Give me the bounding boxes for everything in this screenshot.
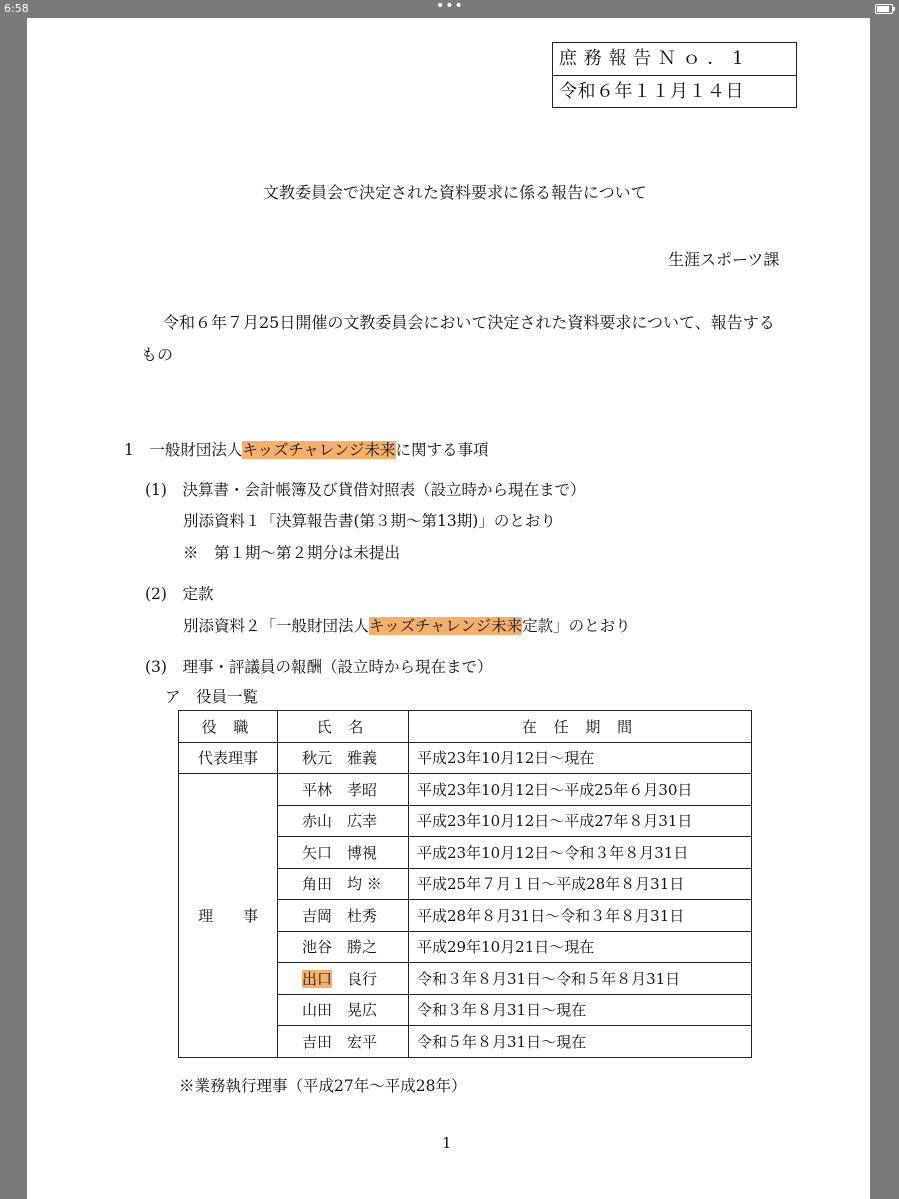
name-cell: 矢口 博視 bbox=[278, 837, 409, 869]
name-cell: 出口 良行 bbox=[278, 963, 409, 995]
role-cell: 代表理事 bbox=[179, 742, 278, 774]
report-date: 令和６年１１月１４日 bbox=[559, 81, 744, 102]
intro-line-1: 令和６年７月25日開催の文教委員会において決定された資料要求について、報告する bbox=[163, 313, 775, 332]
status-time: 6:58 bbox=[4, 2, 29, 15]
name-cell: 平林 孝昭 bbox=[278, 774, 409, 806]
period-cell: 令和３年８月31日～令和５年８月31日 bbox=[409, 963, 752, 995]
page-number: 1 bbox=[442, 1134, 452, 1152]
document-page bbox=[27, 18, 870, 1199]
item-3-subtitle: ア 役員一覧 bbox=[165, 688, 259, 706]
footnote: ※業務執行理事（平成27年～平成28年） bbox=[179, 1077, 467, 1095]
period-cell: 平成29年10月21日～現在 bbox=[409, 931, 752, 963]
report-number: 庶 務 報 告 Ｎ ｏ ． 1 bbox=[553, 43, 796, 76]
document-title: 文教委員会で決定された資料要求に係る報告について bbox=[263, 183, 647, 202]
header-name: 氏 名 bbox=[278, 711, 409, 743]
header-role: 役 職 bbox=[179, 711, 278, 743]
table-row bbox=[179, 742, 752, 774]
period-cell: 平成23年10月12日～現在 bbox=[409, 742, 752, 774]
section-1-heading: 1 一般財団法人キッズチャレンジ未来に関する事項 bbox=[124, 441, 489, 459]
status-bar bbox=[0, 0, 899, 18]
highlighted-surname: 出口 bbox=[302, 969, 333, 988]
name-cell: 吉田 宏平 bbox=[278, 1026, 409, 1058]
table-header-row bbox=[179, 711, 752, 743]
name-cell: 吉岡 杜秀 bbox=[278, 900, 409, 932]
period-cell: 平成25年７月１日～平成28年８月31日 bbox=[409, 868, 752, 900]
period-cell: 平成23年10月12日～令和３年８月31日 bbox=[409, 837, 752, 869]
department-name: 生涯スポーツ課 bbox=[668, 250, 780, 269]
name-cell: 赤山 広幸 bbox=[278, 805, 409, 837]
period-cell: 平成23年10月12日～平成25年６月30日 bbox=[409, 774, 752, 806]
battery-icon bbox=[875, 4, 893, 14]
name-cell: 角田 均 ※ bbox=[278, 868, 409, 900]
item-1-note: ※ 第１期～第２期分は未提出 bbox=[183, 544, 401, 562]
role-cell: 理 事 bbox=[179, 774, 278, 1058]
report-number-box bbox=[552, 42, 797, 108]
item-2-title: (2) 定款 bbox=[145, 585, 214, 603]
item-2-body: 別添資料２「一般財団法人キッズチャレンジ未来定款」のとおり bbox=[183, 617, 631, 635]
intro-line-2: もの bbox=[141, 345, 174, 364]
item-1-body: 別添資料１「決算報告書(第３期～第13期)」のとおり bbox=[183, 512, 556, 530]
header-period: 在 任 期 間 bbox=[409, 711, 752, 743]
item-3-title: (3) 理事・評議員の報酬（設立時から現在まで） bbox=[145, 658, 493, 676]
highlighted-org-name: キッズチャレンジ未来 bbox=[242, 441, 396, 459]
period-cell: 平成23年10月12日～平成27年８月31日 bbox=[409, 805, 752, 837]
name-cell: 池谷 勝之 bbox=[278, 931, 409, 963]
table-row bbox=[179, 774, 752, 806]
item-1-title: (1) 決算書・会計帳簿及び貸借対照表（設立時から現在まで） bbox=[145, 481, 586, 499]
officer-table bbox=[178, 710, 752, 1058]
name-cell: 秋元 雅義 bbox=[278, 742, 409, 774]
period-cell: 令和５年８月31日～現在 bbox=[409, 1026, 752, 1058]
more-dots-icon[interactable]: ••• bbox=[436, 0, 464, 14]
period-cell: 平成28年８月31日～令和３年８月31日 bbox=[409, 900, 752, 932]
name-cell: 山田 晃広 bbox=[278, 994, 409, 1026]
period-cell: 令和３年８月31日～現在 bbox=[409, 994, 752, 1026]
highlighted-org-name-2: キッズチャレンジ未来 bbox=[369, 617, 523, 635]
